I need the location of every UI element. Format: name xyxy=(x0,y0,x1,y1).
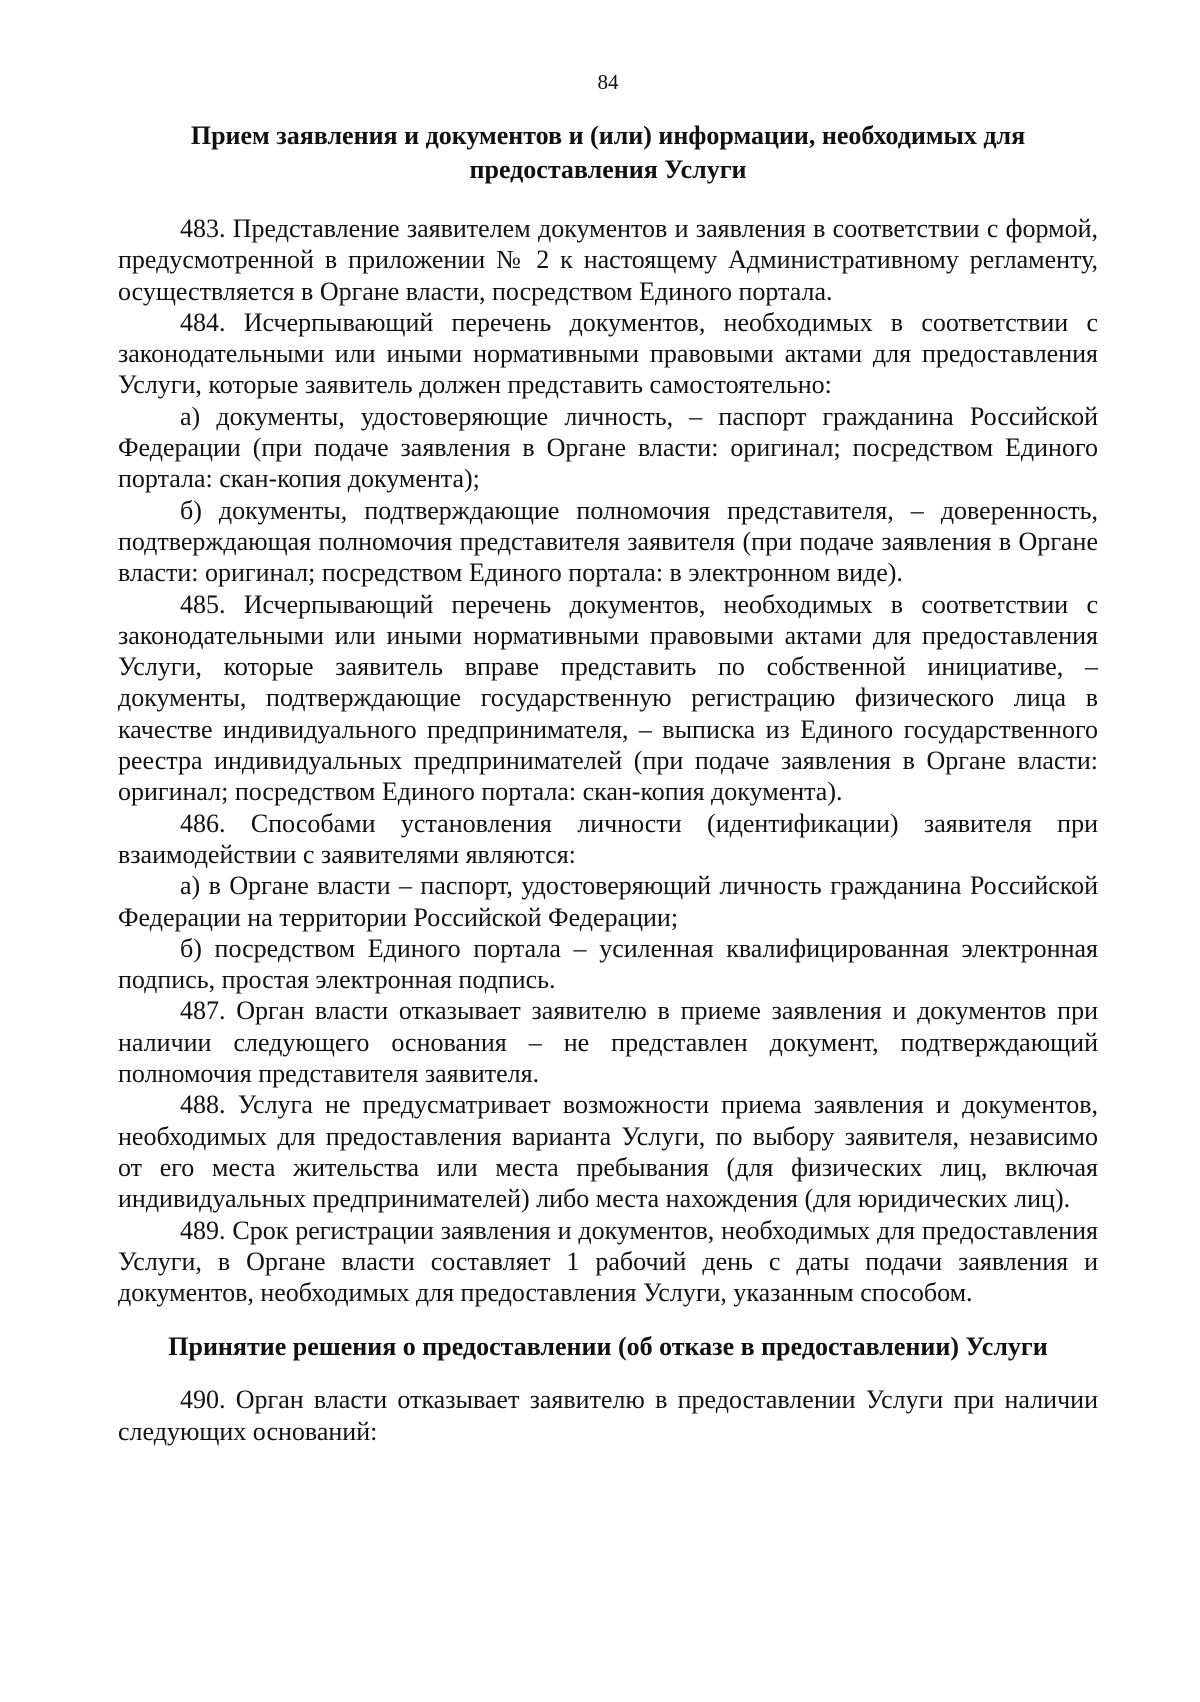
document-page xyxy=(118,70,1098,1447)
paragraph-489: 489. Срок регистрации заявления и документов, необходимых для предоставления Услуги, в Органе власти составляет 1 рабочий день с даты подачи заявления и документов, необходимых для предоставления Услуги, указанным способом. xyxy=(118,1215,1098,1308)
paragraph-484-b: б) документы, подтверждающие полномочия представителя, – доверенность, подтверждающая полномочия представителя заявителя (при подаче заявления в Органе власти: оригинал; посредством Единого портала: в электронном виде). xyxy=(118,495,1098,588)
section-title: Принятие решения о предоставлении (об отказе в предоставлении) Услуги xyxy=(168,1332,1048,1362)
paragraph-484-a: а) документы, удостоверяющие личность, – паспорт гражданина Российской Федерации (при подаче заявления в Органе власти: оригинал; посредством Единого портала: скан-копия документа); xyxy=(118,401,1098,494)
section-title: Прием заявления и документов и (или) информации, необходимых для предоставления Услуги xyxy=(190,121,1026,184)
paragraph-490: 490. Орган власти отказывает заявителю в предоставлении Услуги при наличии следующих оснований: xyxy=(118,1385,1098,1446)
page-number: 84 xyxy=(597,70,619,94)
paragraph-483: 483. Представление заявителем документов и заявления в соответствии с формой, предусмотренной в приложении № 2 к настоящему Административному регламенту, осуществляется в Органе власти, посредством Единого портала. xyxy=(118,214,1098,306)
paragraph-487: 487. Орган власти отказывает заявителю в приеме заявления и документов при наличии следующего основания – не представлен документ, подтверждающий полномочия представителя заявителя. xyxy=(118,996,1098,1089)
paragraph-485: 485. Исчерпывающий перечень документов, необходимых в соответствии с законодательными или иными нормативными правовыми актами для предоставления Услуги, которые заявитель вправе представить по собственной инициативе, – документы, подтверждающие государственную регистрацию физического лица в качестве индивидуального предпринимателя, – выписка из Единого государственного реестра индивидуальных предпринимателей (при подаче заявления в Органе власти: оригинал; посредством Единого портала: скан-копия документа). xyxy=(118,589,1098,807)
paragraph-486: 486. Способами установления личности (идентификации) заявителя при взаимодействии с заявителями являются: xyxy=(118,808,1098,869)
paragraph-486-a: а) в Органе власти – паспорт, удостоверяющий личность гражданина Российской Федерации на территории Российской Федерации; xyxy=(118,871,1098,932)
paragraph-488: 488. Услуга не предусматривает возможности приема заявления и документов, необходимых для предоставления варианта Услуги, по выбору заявителя, независимо от его места жительства или места пребывания (для физических лиц, включая индивидуальных предпринимателей) либо места нахождения (для юридических лиц). xyxy=(118,1090,1098,1214)
paragraph-486-b: б) посредством Единого портала – усиленная квалифицированная электронная подпись, простая электронная подпись. xyxy=(118,933,1098,995)
paragraph-484: 484. Исчерпывающий перечень документов, необходимых в соответствии с законодательными или иными нормативными правовыми актами для предоставления Услуги, которые заявитель должен представить самостоятельно: xyxy=(118,307,1098,400)
